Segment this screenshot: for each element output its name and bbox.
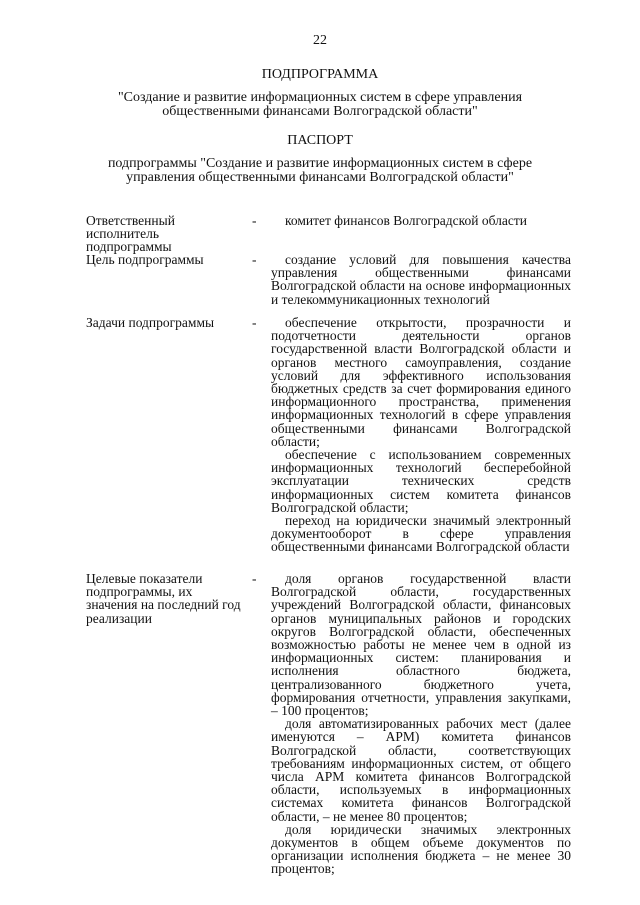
subprogram-title-line-1: "Создание и развитие информационных систем в сфере управления xyxy=(117,90,523,105)
value-paragraph: обеспечение с использованием современных информационных технологий бесперебойной эксплуатации технических средств информационных систем комитета финансов Волгоградской области; xyxy=(271,447,571,515)
value-paragraph: доля органов государственной власти Волгоградской области, государственных учреждений Волгоградской области, финансовых органов муниципальных районов и городских округов Волгоградской области, обеспеченных возможностью работы не менее чем в одной из информационных систем: планирования и исполнения областного бюджета, централизованного бюджетного учета, формирования отчетности, управления закупками, – 100 процентов; xyxy=(271,571,571,719)
value-paragraph: доля автоматизированных рабочих мест (далее именуются – АРМ) комитета финансов Волгоградской области, соответствующих требованиям информационных систем, от общего числа АРМ комитета финансов Волгоградской области, используемых в информационных системах комитета финансов Волгоградской области, – не менее 80 процентов; xyxy=(271,716,571,824)
row-label-indicators: Целевые показатели подпрограммы, их значения на последний год реализации xyxy=(86,571,241,626)
row-dash-goal: - xyxy=(252,252,257,267)
value-paragraph: обеспечение открытости, прозрачности и подотчетности деятельности органов государственной власти Волгоградской области и органов местного самоуправления, создание условий для эффективного использования бюджетных средств за счет формирования единого информационного пространства, применения информационных технологий в сфере управления общественными финансами Волгоградской области; xyxy=(271,315,571,449)
row-label-responsible: Ответственный исполнитель подпрограммы xyxy=(86,213,175,255)
row-label-goal: Цель подпрограммы xyxy=(86,252,204,267)
row-value-tasks xyxy=(271,316,571,554)
row-dash-indicators: - xyxy=(252,571,257,586)
subprogram-title-line-2: общественными финансами Волгоградской области" xyxy=(162,103,478,119)
row-value-responsible xyxy=(271,214,571,227)
passport-heading: ПАСПОРТ xyxy=(287,133,353,148)
row-dash-tasks: - xyxy=(252,315,257,330)
row-value-goal xyxy=(271,253,571,306)
subprogram-title xyxy=(0,91,640,118)
value-paragraph: комитет финансов Волгоградской области xyxy=(285,213,527,228)
passport-subtitle-line-2: управления общественными финансами Волгоградской области" xyxy=(126,169,514,185)
row-label-tasks: Задачи подпрограммы xyxy=(86,315,215,330)
row-dash-responsible: - xyxy=(252,213,257,228)
value-paragraph: создание условий для повышения качества управления общественными финансами Волгоградской области на основе информационных и телекоммуникационных технологий xyxy=(271,252,571,307)
value-paragraph: доля юридически значимых электронных документов в общем объеме документов по организации исполнения бюджета – не менее 30 процентов; xyxy=(271,821,571,877)
document-heading: ПОДПРОГРАММА xyxy=(261,67,379,82)
passport-subtitle xyxy=(0,157,640,184)
passport-subtitle-line-1: подпрограммы "Создание и развитие информационных систем в сфере xyxy=(107,156,533,171)
row-value-indicators xyxy=(271,572,571,876)
page-number: 22 xyxy=(313,33,327,48)
value-paragraph: переход на юридически значимый электронный документооборот в сфере управления общественными финансами Волгоградской области xyxy=(271,513,571,555)
